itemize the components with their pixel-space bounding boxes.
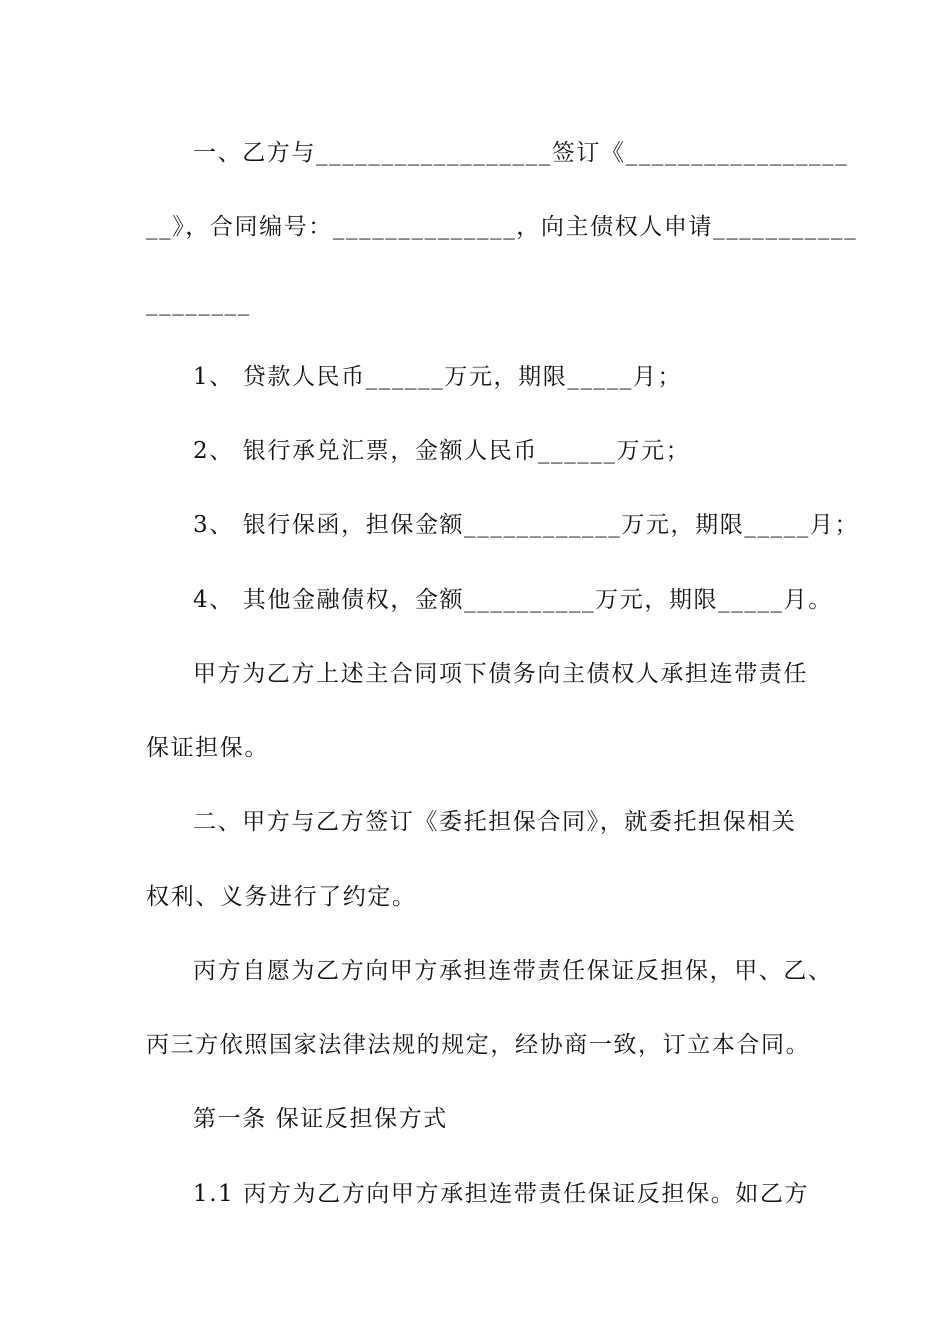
clause-line: 1.1 丙方为乙方向甲方承担连带责任保证反担保。如乙方 — [193, 1181, 810, 1207]
section-heading: 第一条 保证反担保方式 — [193, 1106, 448, 1132]
paragraph-line-1: 一、乙方与__________________签订《_________________ — [193, 140, 849, 166]
paragraph-line-5: 保证担保。 — [146, 735, 269, 761]
list-item-2: 2、 银行承兑汇票，金额人民币______万元； — [193, 438, 691, 464]
paragraph-line-8: 丙方自愿为乙方向甲方承担连带责任保证反担保，甲、乙、 — [193, 958, 833, 984]
list-item-4: 4、 其他金融债权，金额__________万元，期限_____月。 — [193, 587, 833, 613]
paragraph-line-2: __》，合同编号：______________，向主债权人申请___________ — [146, 214, 858, 240]
paragraph-line-7: 权利、义务进行了约定。 — [146, 884, 417, 910]
paragraph-line-4: 甲方为乙方上述主合同项下债务向主债权人承担连带责任 — [193, 661, 808, 687]
list-item-3: 3、 银行保函，担保金额____________万元，期限_____月； — [193, 512, 860, 538]
paragraph-line-3: ________ — [146, 290, 251, 316]
paragraph-line-9: 丙三方依照国家法律法规的规定，经协商一致，订立本合同。 — [146, 1032, 811, 1058]
paragraph-line-6: 二、甲方与乙方签订《委托担保合同》，就委托担保相关 — [193, 809, 797, 835]
list-item-1: 1、 贷款人民币______万元，期限_____月； — [193, 364, 683, 390]
